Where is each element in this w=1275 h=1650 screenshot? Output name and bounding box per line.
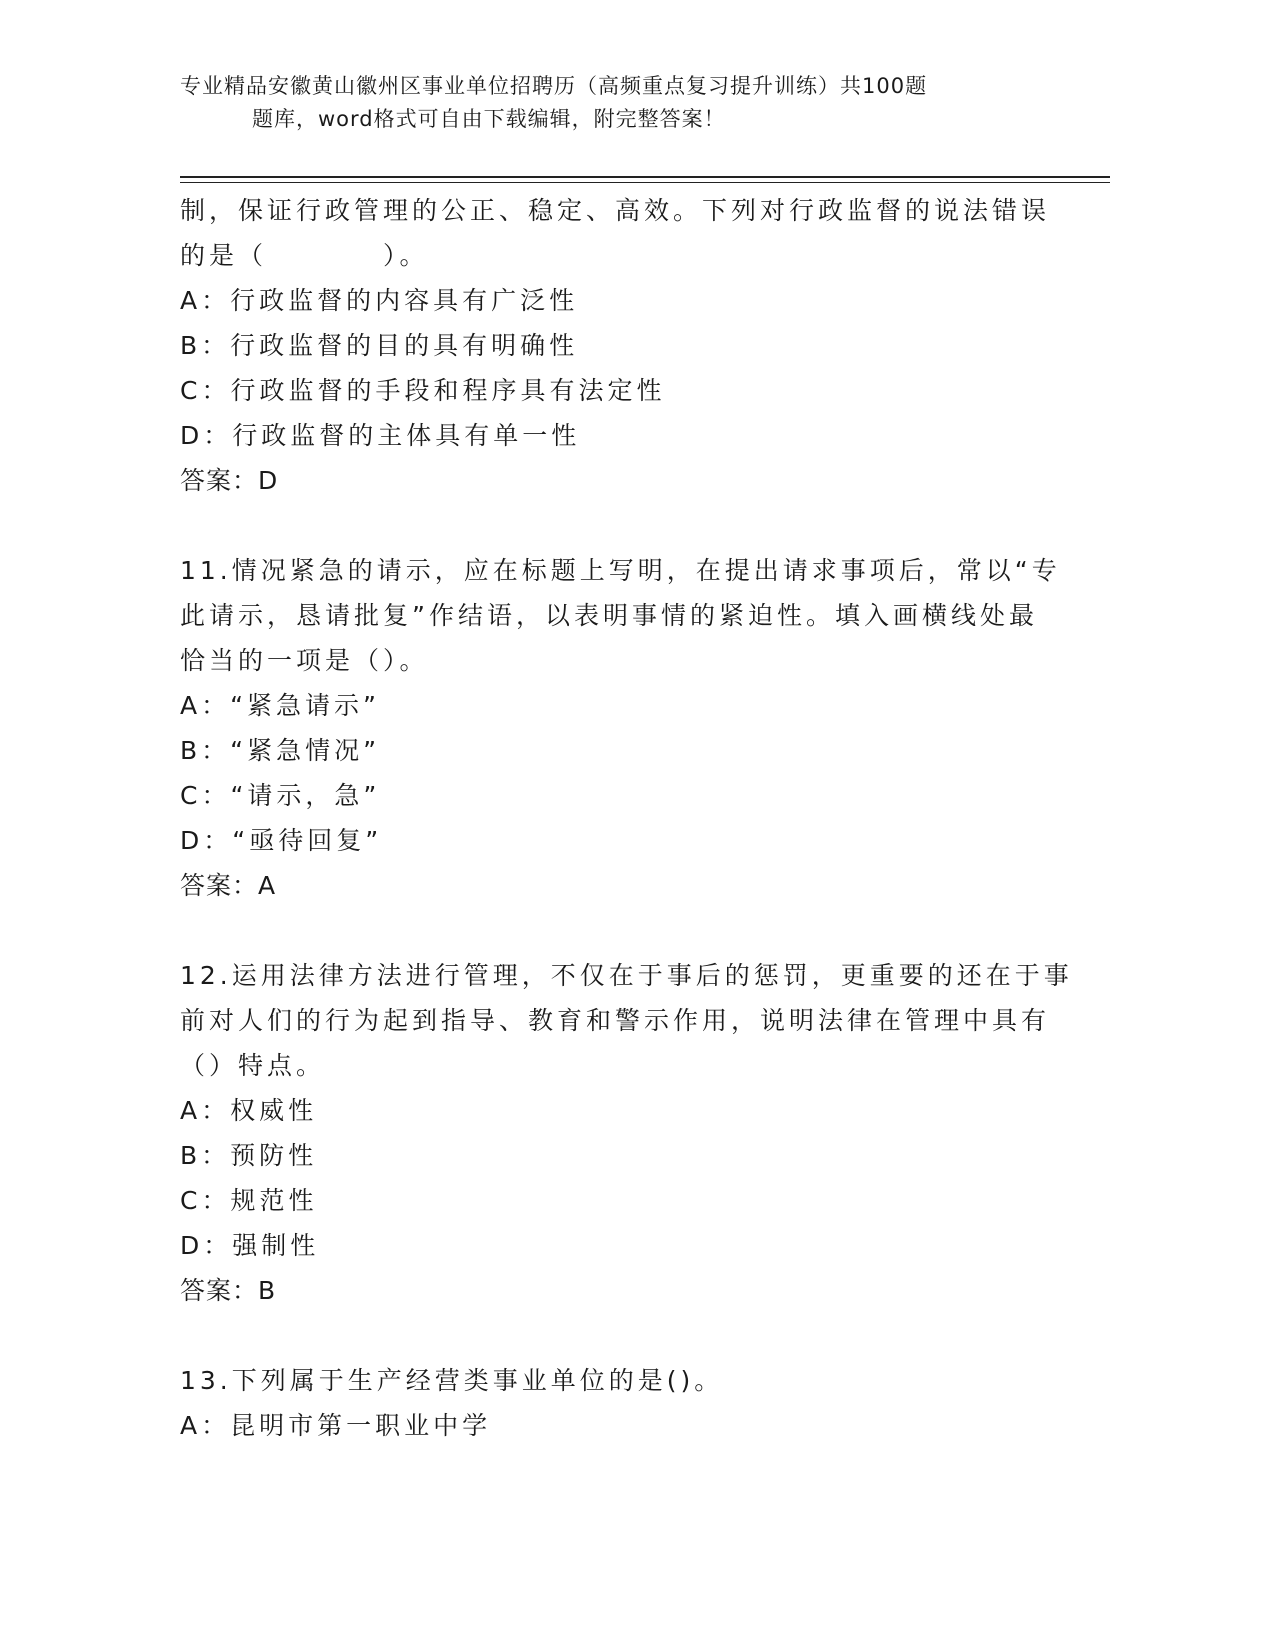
spacer (180, 908, 1060, 953)
header-divider-thin (180, 182, 1110, 183)
answer-label: 答案：A (180, 871, 277, 900)
option-a: A：权威性 (180, 1096, 318, 1125)
question-stem: 11.情况紧急的请示，应在标题上写明，在提出请求事项后，常以“专 (180, 556, 1061, 585)
option-c: C：行政监督的手段和程序具有法定性 (180, 376, 666, 405)
option-d: D：行政监督的主体具有单一性 (180, 421, 581, 450)
question-stem: 此请示，恳请批复”作结语，以表明事情的紧迫性。填入画横线处最 (180, 601, 1038, 630)
question-13 (180, 1358, 1060, 1448)
header-title-line1: 专业精品安徽黄山徽州区事业单位招聘历（高频重点复习提升训练）共100题 (180, 74, 928, 98)
option-a: A：“紧急请示” (180, 691, 381, 720)
question-stem: 13.下列属于生产经营类事业单位的是()。 (180, 1366, 724, 1395)
option-b: B：“紧急情况” (180, 736, 381, 765)
question-stem: （）特点。 (180, 1051, 326, 1080)
question-stem: 前对人们的行为起到指导、教育和警示作用，说明法律在管理中具有 (180, 1006, 1051, 1035)
header-divider-thick (180, 176, 1110, 178)
option-c: C：规范性 (180, 1186, 318, 1215)
option-b: B：行政监督的目的具有明确性 (180, 331, 579, 360)
question-stem: 恰当的一项是（）。 (180, 646, 429, 675)
question-stem: 制，保证行政管理的公正、稳定、高效。下列对行政监督的说法错误 (180, 196, 1051, 225)
option-a: A：行政监督的内容具有广泛性 (180, 286, 579, 315)
answer-label: 答案：D (180, 466, 279, 495)
option-d: D：强制性 (180, 1231, 320, 1260)
option-b: B：预防性 (180, 1141, 318, 1170)
question-11 (180, 548, 1060, 908)
option-d: D：“亟待回复” (180, 826, 383, 855)
question-10 (180, 188, 1060, 503)
answer-label: 答案：B (180, 1276, 277, 1305)
question-list (180, 188, 1073, 1448)
option-c: C：“请示，急” (180, 781, 381, 810)
page-header (180, 70, 1080, 136)
option-a: A：昆明市第一职业中学 (180, 1411, 492, 1440)
spacer (180, 503, 1060, 548)
header-title-line2: 题库，word格式可自由下载编辑，附完整答案！ (252, 107, 726, 131)
question-stem: 的是（ ）。 (180, 241, 429, 270)
spacer (180, 1313, 1060, 1358)
question-12 (180, 953, 1073, 1313)
question-stem: 12.运用法律方法进行管理，不仅在于事后的惩罚，更重要的还在于事 (180, 961, 1073, 990)
